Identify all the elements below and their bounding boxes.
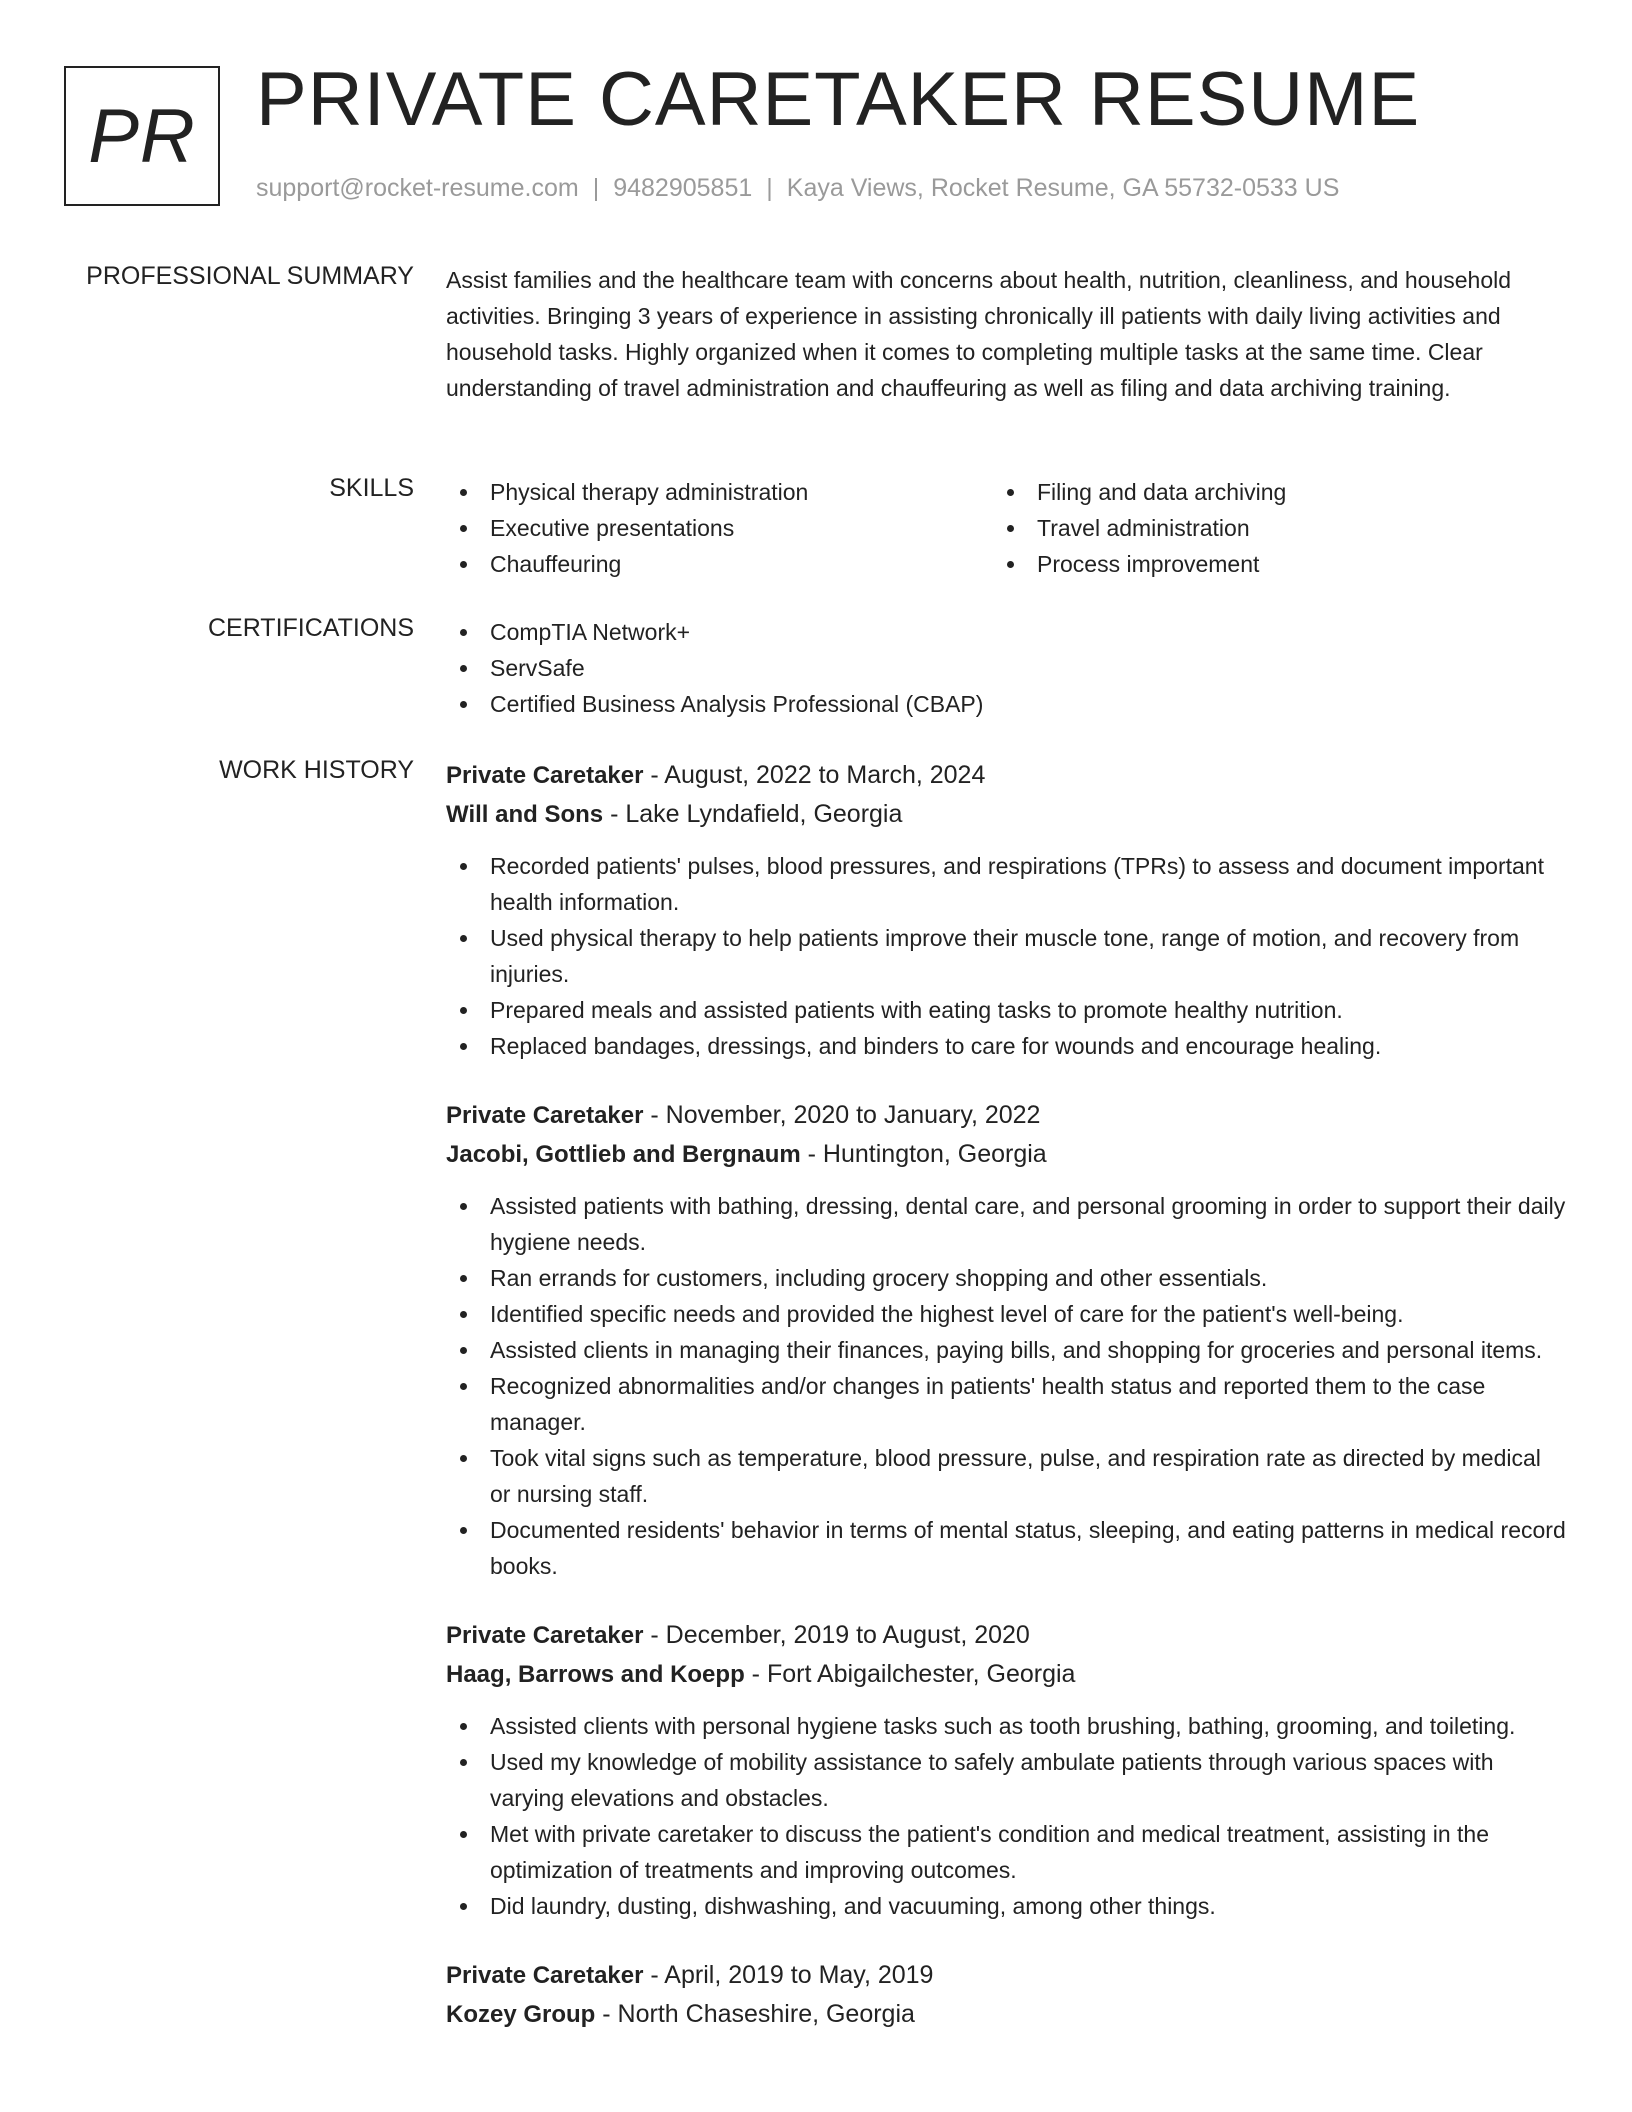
job-bullet: Did laundry, dusting, dishwashing, and vacuuming, among other things. — [446, 1888, 1566, 1924]
job-bullet: Assisted patients with bathing, dressing, dental care, and personal grooming in order to support their daily hygiene needs. — [446, 1188, 1566, 1260]
contact-line — [256, 174, 1339, 203]
section-label-summary: PROFESSIONAL SUMMARY — [86, 262, 414, 290]
job-bullet: Assisted clients with personal hygiene tasks such as tooth brushing, bathing, grooming, and toileting. — [446, 1708, 1566, 1744]
job-bullet: Took vital signs such as temperature, blood pressure, pulse, and respiration rate as directed by medical or nursing staff. — [446, 1440, 1566, 1512]
job-bullet: Recognized abnormalities and/or changes in patients' health status and reported them to the case manager. — [446, 1368, 1566, 1440]
certifications-list — [446, 614, 1566, 722]
contact-separator: | — [592, 174, 600, 202]
job-title: Private Caretaker — [446, 1622, 644, 1649]
job-bullet: Ran errands for customers, including grocery shopping and other essentials. — [446, 1260, 1566, 1296]
job-bullet: Met with private caretaker to discuss the patient's condition and medical treatment, assisting in the optimization of treatments and improving outcomes. — [446, 1816, 1566, 1888]
job-location: - North Chaseshire, Georgia — [595, 2000, 915, 2028]
section-label-certifications: CERTIFICATIONS — [207, 614, 414, 642]
certification-item: Certified Business Analysis Professional (CBAP) — [446, 686, 1566, 722]
work-history-body — [446, 756, 1566, 2034]
job-bullets — [446, 848, 1566, 1064]
resume-title: PRIVATE CARETAKER RESUME — [256, 57, 1421, 142]
job-dates: - December, 2019 to August, 2020 — [643, 1621, 1030, 1649]
job-entry — [446, 1616, 1566, 1924]
job-company-line — [446, 1655, 1566, 1694]
job-location: - Fort Abigailchester, Georgia — [744, 1660, 1076, 1688]
job-location: - Huntington, Georgia — [800, 1140, 1047, 1168]
contact-address: Kaya Views, Rocket Resume, GA 55732-0533 US — [786, 174, 1340, 202]
skill-item: Chauffeuring — [446, 546, 993, 582]
monogram-initials: PR — [88, 93, 196, 179]
job-company-line — [446, 1135, 1566, 1174]
job-dates: - August, 2022 to March, 2024 — [643, 761, 986, 789]
skill-item: Filing and data archiving — [993, 474, 1540, 510]
job-title-line — [446, 1616, 1566, 1655]
job-bullets — [446, 1188, 1566, 1584]
job-title: Private Caretaker — [446, 1102, 644, 1129]
job-bullet: Used my knowledge of mobility assistance to safely ambulate patients through various spaces with varying elevations and obstacles. — [446, 1744, 1566, 1816]
monogram-box — [64, 66, 220, 206]
skill-item: Physical therapy administration — [446, 474, 993, 510]
certification-item: ServSafe — [446, 650, 1566, 686]
skills-body — [446, 474, 1566, 582]
contact-phone: 9482905851 — [613, 174, 753, 202]
skill-item: Process improvement — [993, 546, 1540, 582]
job-bullet: Prepared meals and assisted patients with eating tasks to promote healthy nutrition. — [446, 992, 1566, 1028]
contact-email: support@rocket-resume.com — [256, 174, 579, 202]
skills-list-left — [446, 474, 993, 582]
job-bullet: Replaced bandages, dressings, and binders to care for wounds and encourage healing. — [446, 1028, 1566, 1064]
job-title-line — [446, 1096, 1566, 1135]
contact-separator: | — [766, 174, 773, 202]
job-bullet: Recorded patients' pulses, blood pressures, and respirations (TPRs) to assess and document important health information. — [446, 848, 1566, 920]
job-location: - Lake Lyndafield, Georgia — [603, 800, 903, 828]
job-bullet: Identified specific needs and provided the highest level of care for the patient's well-being. — [446, 1296, 1566, 1332]
summary-text: Assist families and the healthcare team with concerns about health, nutrition, cleanliness, and household activities. Bringing 3 years of experience in assisting chronically ill patients with daily living activities and household tasks. Highly organized when it comes to completing multiple tasks at the same time. Clear understanding of travel administration and chauffeuring as well as filing and data archiving training. — [446, 267, 1512, 401]
job-title-line — [446, 1956, 1566, 1995]
section-label-work-history: WORK HISTORY — [219, 756, 414, 784]
section-label-skills: SKILLS — [329, 474, 414, 502]
job-company-line — [446, 1995, 1566, 2034]
job-title-line — [446, 756, 1566, 795]
skills-list-right — [993, 474, 1540, 582]
job-company: Kozey Group — [446, 2001, 596, 2028]
job-company: Haag, Barrows and Koepp — [446, 1661, 745, 1688]
job-company: Will and Sons — [446, 801, 604, 828]
job-entry — [446, 756, 1566, 1064]
job-dates: - April, 2019 to May, 2019 — [643, 1961, 934, 1989]
summary-body — [446, 262, 1566, 406]
job-bullet: Assisted clients in managing their finances, paying bills, and shopping for groceries and personal items. — [446, 1332, 1566, 1368]
job-company-line — [446, 795, 1566, 834]
skill-item: Travel administration — [993, 510, 1540, 546]
job-entry — [446, 1956, 1566, 2034]
job-title: Private Caretaker — [446, 762, 644, 789]
certifications-body — [446, 614, 1566, 722]
skill-item: Executive presentations — [446, 510, 993, 546]
job-entry — [446, 1096, 1566, 1584]
job-bullet: Documented residents' behavior in terms of mental status, sleeping, and eating patterns in medical record books. — [446, 1512, 1566, 1584]
job-company: Jacobi, Gottlieb and Bergnaum — [446, 1141, 801, 1168]
certification-item: CompTIA Network+ — [446, 614, 1566, 650]
job-title: Private Caretaker — [446, 1962, 644, 1989]
job-bullet: Used physical therapy to help patients improve their muscle tone, range of motion, and recovery from injuries. — [446, 920, 1566, 992]
job-dates: - November, 2020 to January, 2022 — [643, 1101, 1041, 1129]
job-bullets — [446, 1708, 1566, 1924]
